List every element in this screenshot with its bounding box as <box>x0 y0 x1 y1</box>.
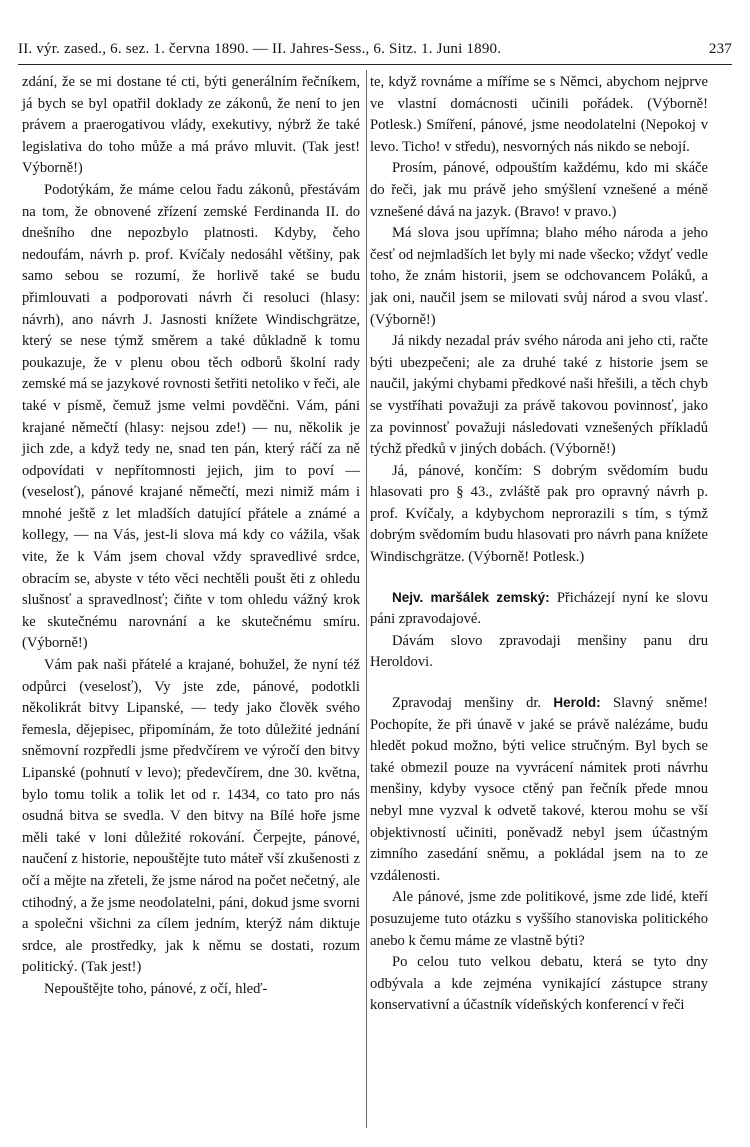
speaker-name: Nejv. maršálek zemský: <box>392 589 550 605</box>
paragraph-text: Já, pánové, končím: S dobrým svědomím budu hlasovati pro § 43., zvláště pak pro opravný návrh p. prof. Kvíčaly, a kdybychom neprorazili s tím, s týmž dobrým svědomím budu hlasovati pro návrh pana knížete Windischgrätze. (Výborně! Potlesk.) <box>370 462 708 566</box>
paragraph <box>370 631 708 674</box>
paragraph-text: Ale pánové, jsme zde politikové, jsme zde lidé, kteří posuzujeme tuto otázku s vyššího stanoviska politického anebo k čemu máme ze vlastně býti? <box>370 889 708 949</box>
paragraph-text: Podotýkám, že máme celou řadu zákonů, přestávám na tom, že obnovené zřízení zemské Ferdinanda II. do dnešního dne nepozbylo platnosti. Kdyby, čeho nedoufám, návrh p. prof. Kvíčaly nedosáhl většiny, pak samo sebou se rozumí, že horlivě také se budu přimlouvati a podporovati návrh či resoluci (hlasy: návrh), ano návrh J. Jasnosti knížete Windischgrätze, který se nese týmž směrem a také důkladně k tomu poukazuje, že v plenu obou těch odborů školní rady zemské má se jazykové rovnosti šetřiti netoliko v řeči, ale také v písmě, čemuž jsme velmi povděčni. Vám, páni krajané němečtí (hlasy: nejsou zde!) — nu, několik je jich zde, a když tedy ne, snad ten pán, který ráčí za ně odpovídati v nepřítomnosti jejich, jim to poví — (veselosť), pánové krajané němečtí, mezi nimiž mám i mnohé ještě z let mladších datující přátele a známé a kollegy, — na Vás, jest-li slova má kdy co vážila, však vite, že k Vám jsem choval vždy spravedlivé srdce, obracím se, abyste v této věci nechtěli poušt ěti z ohledu slušnosť a spravedlnosť; čiňte v tom ohledu vážný krok ke skutečnému narovnání a ke skutečnému smíru. (Výborně!) <box>22 181 360 652</box>
paragraph-text: Po celou tuto velkou debatu, která se tyto dny odbývala a kde zejména vynikající zástupce strany konservativní a účastník vídeňských konferencí v řeči <box>370 954 708 1014</box>
header-rule <box>18 64 732 65</box>
paragraph-text: Prosím, pánové, odpouštím každému, kdo mi skáče do řeči, jak mu právě jeho smýšlení vznešené a méně vznešené dává na jazyk. (Bravo! v pravo.) <box>370 160 708 220</box>
paragraph-text: Vám pak naši přátelé a krajané, bohužel, že nyní též odpůrci (veselosť), Vy jste zde, pánové, podotkli několikrát bitvy Lipanské, — tedy jako člověk svého řemesla, dějepisec, připomínám, že toto důležité jednání sněmovní rozpředli jsme předvčírem ve výročí den bitvy Lipanské (pohnutí v levo); předevčírem, dne 30. května, bylo tomu tolik a tolik let od r. 1434, co tato pro nás osudná bitva se svedla. V den bitvy na Bílé hoře jsme měli také v loni důležité rokování. Čerpejte, pánové, naučení z historie, nepouštějte tuto máteř vší zkušenosti z očí a mějte na zřeteli, že jsme národ na počet nečetný, ale ctihodný, a že jsme neodolatelni, páni, dokud jsme svorni a společni všichni za cílem jedním, kterýž nám diktuje srdce, ale prostředky, jak k němu se dostati, rozum politický. (Tak jest!) <box>22 657 360 976</box>
paragraph <box>22 655 360 979</box>
paragraph-text: Přicházejí nyní ke slovu páni zpravodajové. <box>370 589 708 628</box>
column-divider <box>366 70 367 1128</box>
paragraph <box>370 952 708 1017</box>
paragraph-text: Já nikdy nezadal práv svého národa ani jeho cti, račte býti ubezpečeni; ale za druhé také z historie jsem se naučil, jakými chybami předkové naši hřešili, a těch chyb se vystříhati považuji za právě takovou povinnosť, jako za povinnosť považuji následovati vznešených příkladů týchž předků v jiných dobách. (Výborně!) <box>370 333 708 458</box>
paragraph <box>370 587 708 631</box>
paragraph <box>22 979 360 1001</box>
paragraph-text: Slavný sněme! Pochopíte, že při únavě v jaké se právě nalézáme, budu hledět pokud možno, býti velice stručným. Byl bych se také obmezil pouze na vyvrácení námitek proti návrhu menšiny, kdyby vysoce ctěný pan řečník přede mnou nebyl mne vyzval k odvetě takové, kterou mohu se vší objektivností učiniti, poněvadž nebyl jsem účastným zimního zasedání sněmu, a pokládal jsem na to ze vzdálenosti. <box>370 695 708 884</box>
paragraph <box>370 461 708 569</box>
running-header <box>18 34 732 58</box>
left-column <box>22 72 360 1001</box>
paragraph <box>22 180 360 655</box>
paragraph-text: Dávám slovo zpravodaji menšiny panu dru Heroldovi. <box>370 632 708 671</box>
paragraph <box>370 692 708 887</box>
paragraph-text: Má slova jsou upřímna; blaho mého národa a jeho česť od nejmladších let byly mi nade všecko; vždyť vedle toho, že znám historii, jsem se odchovancem Poláků, a jak oni, naučil jsem se milovati svůj národ a svou vlasť. (Výborně!) <box>370 225 708 328</box>
speaker-name: Herold: <box>553 695 601 711</box>
paragraph <box>370 887 708 952</box>
paragraph-text: zdání, že se mi dostane té cti, býti generálním řečníkem, já bych se byl opatřil doklady ze zákonů, že není to jen právem a praerogativou vlády, exekutivy, nýbrž že také legislativa do toho může a má právo mluvit. (Tak jest! Výborně!) <box>22 74 360 177</box>
header-title: II. výr. zased., 6. sez. 1. června 1890. — II. Jahres-Sess., 6. Sitz. 1. Juni 1890. <box>18 41 502 57</box>
paragraph <box>370 331 708 461</box>
paragraph <box>22 72 360 180</box>
speaker-role: Zpravodaj menšiny dr. <box>392 695 554 712</box>
page-number: 237 <box>708 41 732 57</box>
paragraph-text: te, když rovnáme a míříme se s Němci, abychom nejprve ve vlastní domácnosti učinili pořádek. (Výborně! Potlesk.) Smíření, pánové, jsme neodolatelni (Nepokoj v levo. Ticho! v středu), nesvorných nás nikdo se nebojí. <box>370 74 708 155</box>
paragraph-text: Nepouštějte toho, pánové, z očí, hleď- <box>44 980 268 997</box>
right-column <box>370 72 708 1017</box>
paragraph <box>370 158 708 223</box>
paragraph <box>370 223 708 331</box>
paragraph <box>370 72 708 158</box>
